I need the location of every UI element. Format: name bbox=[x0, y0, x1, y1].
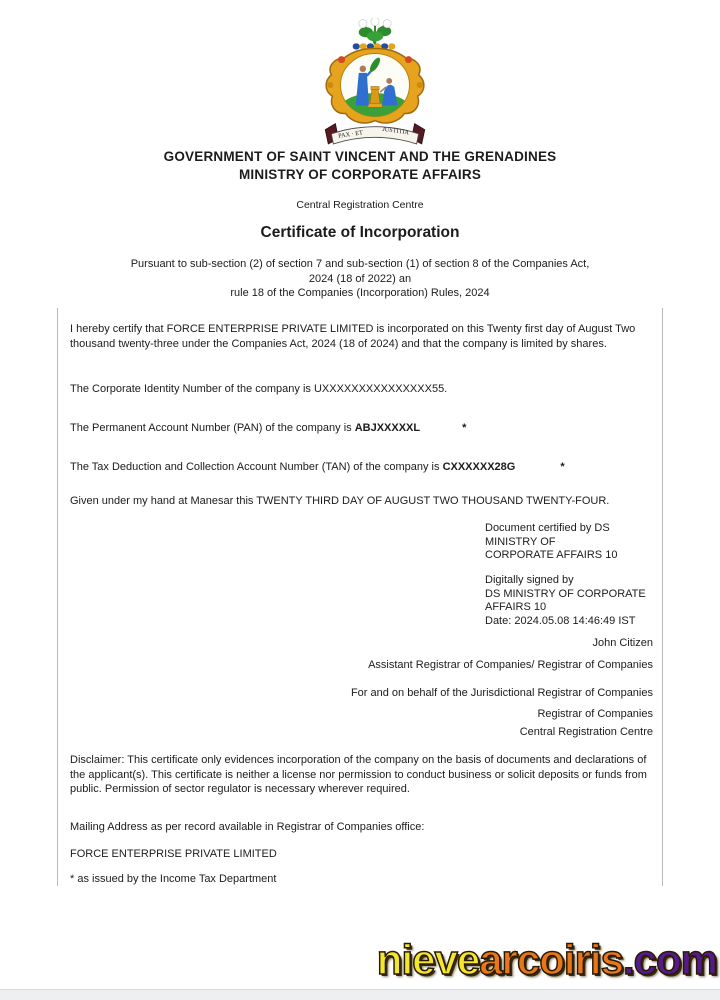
tan-asterisk: * bbox=[560, 461, 565, 473]
pursuant-clause bbox=[0, 257, 720, 301]
tan-line bbox=[70, 460, 654, 475]
certified-line-3: CORPORATE AFFAIRS 10 bbox=[485, 549, 618, 561]
signed-line-3: AFFAIRS 10 bbox=[485, 601, 547, 613]
disclaimer-paragraph: Disclaimer: This certificate only evidences incorporation of the company on the basis of documents and declarations of the applicant(s). This certificate is neither a license nor permission to conduct business or solicit deposits or funds from public. Permission of sector regulator is necessary wherever required. bbox=[70, 754, 647, 795]
gold-cartouche-icon bbox=[326, 48, 424, 123]
pan-line bbox=[70, 421, 654, 436]
pan-asterisk: * bbox=[462, 422, 467, 434]
officer-role-1: Assistant Registrar of Companies/ Registrar of Companies bbox=[368, 659, 653, 671]
cotton-plant-crest-icon bbox=[359, 18, 391, 44]
signed-line-2: DS MINISTRY OF CORPORATE bbox=[485, 587, 646, 600]
mailing-address-label: Mailing Address as per record available in Registrar of Companies office: bbox=[70, 821, 425, 833]
pursuant-line-1: Pursuant to sub-section (2) of section 7 and sub-section (1) of section 8 of the Companies Act, bbox=[130, 258, 590, 270]
tan-value: CXXXXXX28G bbox=[442, 461, 516, 473]
officer-role-3: Registrar of Companies bbox=[537, 708, 653, 720]
government-title: GOVERNMENT OF SAINT VINCENT AND THE GRENADINES bbox=[163, 149, 557, 164]
certified-line-2: MINISTRY OF bbox=[485, 535, 556, 548]
signed-date: Date: 2024.05.08 14:46:49 IST bbox=[485, 614, 636, 627]
motto-left-text: PAX · ET bbox=[337, 129, 364, 140]
watermark-part-3: .com bbox=[622, 936, 717, 983]
pan-prefix: The Permanent Account Number (PAN) of the company is bbox=[70, 422, 355, 434]
pursuant-line-3: rule 18 of the Companies (Incorporation) Rules, 2024 bbox=[230, 287, 490, 299]
given-under-hand-line: Given under my hand at Manesar this TWENTY THIRD DAY OF AUGUST TWO THOUSAND TWENTY-FOUR. bbox=[70, 495, 610, 507]
pursuant-line-2: 2024 (18 of 2022) an bbox=[308, 272, 412, 285]
certificate-title: Certificate of Incorporation bbox=[260, 224, 460, 241]
signed-line-1: Digitally signed by bbox=[485, 574, 574, 586]
tan-prefix: The Tax Deduction and Collection Account Number (TAN) of the company is bbox=[70, 461, 443, 473]
digitally-signed-block bbox=[485, 574, 685, 628]
watermark-part-1: nieve bbox=[376, 936, 480, 983]
site-watermark bbox=[377, 936, 717, 984]
registration-centre-label: Central Registration Centre bbox=[296, 199, 424, 211]
asterisk-footnote: * as issued by the Income Tax Department bbox=[70, 873, 277, 885]
certify-paragraph: I hereby certify that FORCE ENTERPRISE PRIVATE LIMITED is incorporated on this Twenty first day of August Two thousand twenty-three under the Companies Act, 2024 (18 of 2024) and that the company is limited by shares. bbox=[70, 323, 636, 350]
document-certified-block bbox=[485, 522, 685, 563]
mailing-company-name: FORCE ENTERPRISE PRIVATE LIMITED bbox=[70, 848, 277, 860]
coat-of-arms-icon bbox=[320, 18, 430, 150]
ministry-title: MINISTRY OF CORPORATE AFFAIRS bbox=[238, 167, 482, 182]
officer-role-4: Central Registration Centre bbox=[519, 726, 653, 738]
motto-right-text: JUSTITIA bbox=[381, 125, 410, 137]
pan-value: ABJXXXXXL bbox=[354, 422, 421, 434]
officer-role-2: For and on behalf of the Jurisdictional Registrar of Companies bbox=[350, 687, 653, 699]
bottom-strip bbox=[0, 989, 720, 1000]
watermark-part-2: arcoiris bbox=[479, 936, 623, 983]
left-border-rule bbox=[57, 308, 58, 886]
certified-line-1: Document certified by DS bbox=[485, 522, 610, 534]
cin-line: The Corporate Identity Number of the company is UXXXXXXXXXXXXXXX55. bbox=[70, 383, 448, 395]
officer-name: John Citizen bbox=[592, 637, 653, 649]
motto-ribbon-icon bbox=[325, 124, 425, 144]
